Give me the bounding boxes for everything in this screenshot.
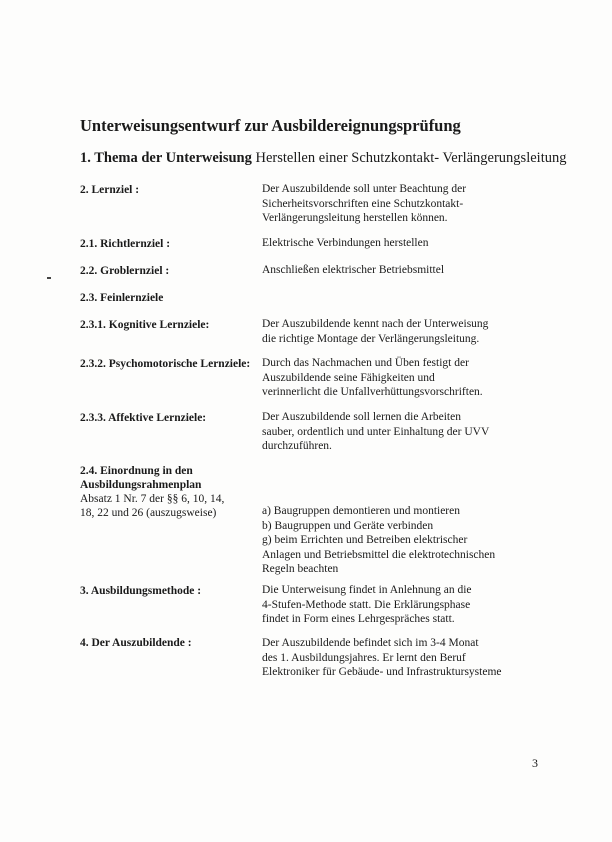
lernziel-line: Der Auszubildende soll unter Beachtung der [262, 183, 467, 195]
einordnung-label [80, 464, 224, 520]
lernziel-text [262, 182, 466, 226]
einordnung-label-line: Absatz 1 Nr. 7 der §§ 6, 10, 14, [80, 493, 225, 505]
einordnung-line: b) Baugruppen und Geräte verbinden [262, 519, 434, 532]
psychomotorische-line: Auszubildende seine Fähigkeiten und [262, 371, 435, 384]
theme-label: 1. Thema der Unterweisung [80, 150, 252, 166]
groblernziel-line: Anschließen elektrischer Betriebsmittel [262, 264, 445, 276]
methode-label: 3. Ausbildungsmethode : [80, 585, 202, 597]
methode-text [262, 583, 472, 627]
methode-line: findet in Form eines Lehrgespräches statt. [262, 613, 455, 625]
methode-line: Die Unterweisung findet in Anlehnung an die [262, 584, 472, 596]
theme-text: Herstellen einer Schutzkontakt- Verlängerungsleitung [255, 150, 567, 166]
feinlernziele-label: 2.3. Feinlernziele [80, 292, 164, 304]
auszubildende-line: Elektroniker für Gebäude- und Infrastruktursysteme [262, 666, 502, 678]
richtlernziel-line: Elektrische Verbindungen herstellen [262, 237, 429, 249]
psychomotorische-text [262, 356, 483, 400]
auszubildende-line: Der Auszubildende befindet sich im 3-4 Monat [262, 637, 479, 649]
einordnung-text [262, 504, 495, 577]
einordnung-label-line: 2.4. Einordnung in den [80, 465, 193, 477]
methode-line: 4-Stufen-Methode statt. Die Erklärungsphase [262, 598, 471, 611]
psychomotorische-label: 2.3.2. Psychomotorische Lernziele: [80, 358, 251, 370]
affektive-line: Der Auszubildende soll lernen die Arbeiten [262, 411, 461, 423]
richtlernziel-text [262, 236, 429, 251]
affektive-label: 2.3.3. Affektive Lernziele: [80, 412, 207, 424]
kognitive-label: 2.3.1. Kognitive Lernziele: [80, 319, 210, 331]
affektive-text [262, 410, 489, 454]
einordnung-label-line: Ausbildungsrahmenplan [80, 479, 202, 491]
affektive-line: sauber, ordentlich und unter Einhaltung der UVV [262, 425, 490, 438]
einordnung-line: Anlagen und Betriebsmittel die elektrotechnischen [262, 548, 496, 561]
kognitive-text [262, 317, 488, 346]
einordnung-line: g) beim Errichten und Betreiben elektrischer [262, 534, 468, 546]
auszubildende-text [262, 636, 502, 680]
einordnung-line: Regeln beachten [262, 563, 339, 575]
page-number: 3 [532, 756, 538, 770]
einordnung-line: a) Baugruppen demontieren und montieren [262, 505, 460, 517]
lernziel-line: Verlängerungsleitung herstellen können. [262, 212, 448, 224]
psychomotorische-line: Durch das Nachmachen und Üben festigt der [262, 357, 469, 369]
kognitive-line: Der Auszubildende kennt nach der Unterweisung [262, 318, 489, 330]
lernziel-line: Sicherheitsvorschriften eine Schutzkontakt- [262, 197, 464, 210]
margin-mark [47, 277, 51, 279]
document-title: Unterweisungsentwurf zur Ausbildereignungsprüfung [80, 116, 461, 135]
groblernziel-label: 2.2. Groblernziel : [80, 265, 170, 277]
affektive-line: durchzuführen. [262, 440, 332, 452]
psychomotorische-line: verinnerlicht die Unfallverhüttungsvorschriften. [262, 386, 483, 398]
einordnung-label-line: 18, 22 und 26 (auszugsweise) [80, 507, 217, 519]
auszubildende-label: 4. Der Auszubildende : [80, 637, 192, 649]
auszubildende-line: des 1. Ausbildungsjahres. Er lernt den Beruf [262, 651, 466, 664]
theme-line [80, 150, 566, 167]
kognitive-line: die richtige Montage der Verlängerungsleitung. [262, 332, 480, 345]
groblernziel-text [262, 263, 444, 278]
richtlernziel-label: 2.1. Richtlernziel : [80, 238, 171, 250]
lernziel-label: 2. Lernziel : [80, 184, 140, 196]
